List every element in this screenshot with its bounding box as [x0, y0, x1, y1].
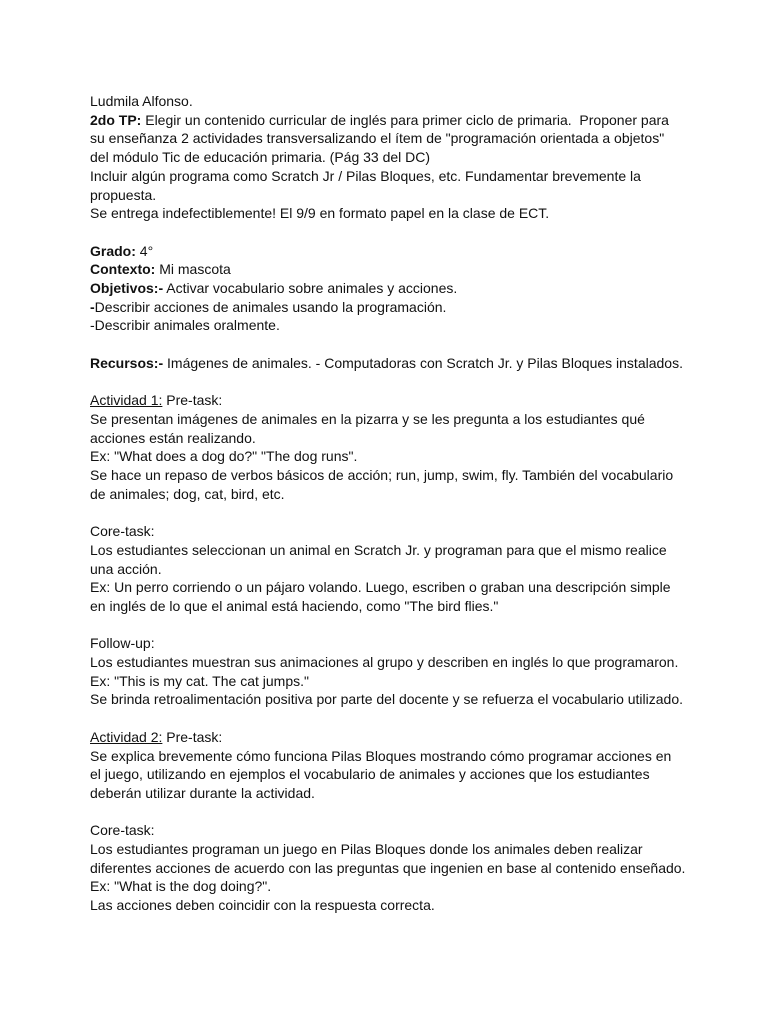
act1-follow-line-1: Los estudiantes muestran sus animaciones al grupo y describen en inglés lo que programaron.	[90, 654, 679, 671]
act1-core-line-1: Los estudiantes seleccionan un animal en Scratch Jr. y programan para que el mismo realice	[90, 541, 667, 558]
act1-core-title: Core-task:	[90, 523, 155, 540]
contexto-line	[90, 260, 690, 279]
objetivo-1: Activar vocabulario sobre animales y acciones.	[163, 280, 458, 297]
recursos-line	[90, 354, 690, 373]
act1-pre-line-3: Ex: "What does a dog do?" "The dog runs".	[90, 448, 358, 465]
actividad-1-title: Actividad 1:	[90, 392, 163, 409]
act1-follow-line-2: Ex: "This is my cat. The cat jumps."	[90, 672, 309, 689]
contexto-label: Contexto:	[90, 261, 156, 278]
tp-label: 2do TP:	[90, 111, 142, 128]
recursos-label: Recursos:-	[90, 354, 164, 371]
tp-line-3: del módulo Tic de educación primaria. (Pág 33 del DC)	[90, 149, 431, 166]
tp-line-1	[90, 111, 690, 130]
act1-core-line-3: Ex: Un perro corriendo o un pájaro volando. Luego, escriben o graban una descripción simple	[90, 579, 671, 596]
grado-value: 4°	[135, 242, 154, 259]
spacer	[90, 803, 690, 822]
objetivo-2-dash: -	[90, 298, 95, 315]
spacer	[90, 503, 690, 522]
tp-line-4: Incluir algún programa como Scratch Jr / Pilas Bloques, etc. Fundamentar brevemente la	[90, 167, 641, 184]
act2-core-line-1: Los estudiantes programan un juego en Pilas Bloques donde los animales deben realizar	[90, 841, 643, 858]
act1-pre-line-4: Se hace un repaso de verbos básicos de acción; run, jump, swim, fly. También del vocabulario	[90, 467, 674, 484]
act2-core-title: Core-task:	[90, 822, 155, 839]
tp-line-2: su enseñanza 2 actividades transversalizando el ítem de "programación orientada a objetos"	[90, 130, 665, 147]
objetivo-2: Describir acciones de animales usando la programación.	[94, 298, 447, 315]
actividad-1-heading	[90, 391, 690, 410]
act1-pre-line-2: acciones están realizando.	[90, 429, 256, 446]
objetivos-line	[90, 279, 690, 298]
act1-core-line-2: una acción.	[90, 560, 162, 577]
objetivos-label: Objetivos:-	[90, 280, 164, 297]
actividad-1-phase: Pre-task:	[162, 392, 223, 409]
act2-core-line-2: diferentes acciones de acuerdo con las preguntas que ingenien en base al contenido enseñado.	[90, 859, 686, 876]
actividad-2-phase: Pre-task:	[162, 728, 223, 745]
act1-pre-line-1: Se presentan imágenes de animales en la pizarra y se les pregunta a los estudiantes qué	[90, 410, 645, 427]
spacer	[90, 373, 690, 392]
recursos-value: Imágenes de animales. - Computadoras con Scratch Jr. y Pilas Bloques instalados.	[163, 354, 683, 371]
spacer	[90, 616, 690, 635]
act1-pre-line-5: de animales; dog, cat, bird, etc.	[90, 485, 285, 502]
spacer	[90, 223, 690, 242]
spacer	[90, 335, 690, 354]
act2-pre-line-1: Se explica brevemente cómo funciona Pilas Bloques mostrando cómo programar acciones en	[90, 747, 672, 764]
act2-pre-line-2: el juego, utilizando en ejemplos el vocabulario de animales y acciones que los estudiantes	[90, 766, 650, 783]
act1-core-line-4: en inglés de lo que el animal está haciendo, como "The bird flies."	[90, 597, 499, 614]
objetivo-3: -Describir animales oralmente.	[90, 317, 280, 334]
grado-label: Grado:	[90, 242, 136, 259]
objetivo-2-line	[90, 298, 690, 317]
grado-line	[90, 242, 690, 261]
contexto-value: Mi mascota	[155, 261, 231, 278]
author-name: Ludmila Alfonso.	[90, 93, 193, 109]
act1-follow-line-3: Se brinda retroalimentación positiva por parte del docente y se refuerza el vocabulario utilizado.	[90, 691, 684, 708]
tp-text-1: Elegir un contenido curricular de inglés para primer ciclo de primaria. Proponer para	[141, 111, 669, 128]
act2-core-line-4: Las acciones deben coincidir con la respuesta correcta.	[90, 897, 435, 914]
act2-core-line-3: Ex: "What is the dog doing?".	[90, 878, 272, 895]
actividad-2-heading	[90, 728, 690, 747]
document-page	[90, 92, 690, 915]
act1-follow-title: Follow-up:	[90, 635, 155, 652]
tp-line-5: propuesta.	[90, 186, 157, 203]
act2-pre-line-3: deberán utilizar durante la actividad.	[90, 784, 315, 801]
spacer	[90, 709, 690, 728]
actividad-2-title: Actividad 2:	[90, 728, 163, 745]
tp-line-6: Se entrega indefectiblemente! El 9/9 en formato papel en la clase de ECT.	[90, 205, 550, 222]
